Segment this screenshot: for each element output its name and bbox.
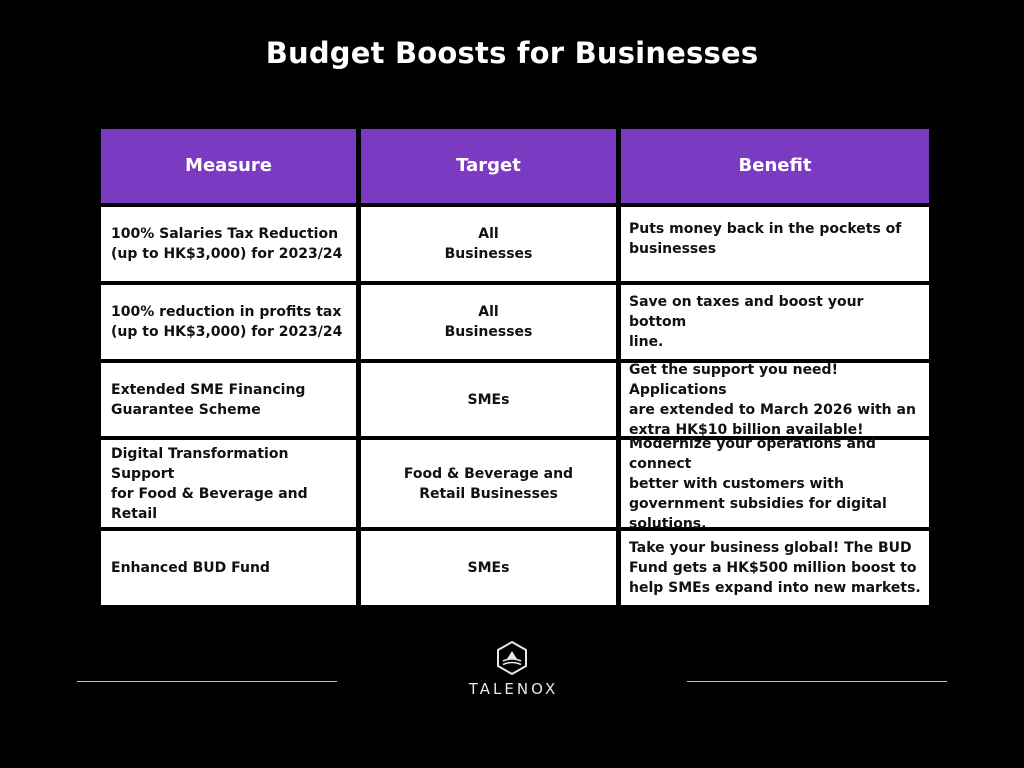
- brand-name: TALENOX: [468, 680, 559, 698]
- benefit-cell: [621, 363, 929, 436]
- measure-cell: [101, 363, 356, 436]
- measure-line: 100% Salaries Tax Reduction: [111, 226, 339, 242]
- measure-line: Extended SME Financing: [111, 381, 306, 398]
- budget-measures-table: [98, 126, 926, 601]
- talenox-logo-icon: [495, 640, 529, 676]
- target-line: Retail Businesses: [419, 485, 558, 502]
- target-line: Food & Beverage and: [403, 465, 574, 482]
- measure-line: Digital Transformation Support: [111, 445, 289, 482]
- benefit-cell: [621, 531, 929, 605]
- benefit-line: line.: [629, 334, 664, 350]
- measure-line: 100% reduction in profits tax: [111, 304, 342, 320]
- measure-line: for Food & Beverage and Retail: [111, 485, 308, 522]
- benefit-line: extra HK$10 billion available!: [629, 421, 864, 438]
- target-cell: [361, 363, 616, 436]
- page-title: Budget Boosts for Businesses: [265, 36, 759, 70]
- benefit-line: government subsidies for digital: [629, 495, 887, 512]
- measure-line: (up to HK$3,000) for 2023/24: [111, 246, 343, 262]
- target-line: Businesses: [444, 246, 533, 262]
- measure-line: Guarantee Scheme: [111, 401, 261, 418]
- benefit-line: Modernize your operations and connect: [629, 435, 876, 472]
- benefit-line: Take your business global! The BUD: [629, 540, 912, 556]
- target-cell: [361, 285, 616, 359]
- brand-logo: [462, 640, 562, 698]
- benefit-line: Fund gets a HK$500 million boost to: [629, 560, 917, 576]
- measure-cell: [101, 440, 356, 527]
- benefit-cell: [621, 207, 929, 281]
- benefit-line: Puts money back in the pockets of: [629, 221, 902, 237]
- target-line: All: [478, 226, 499, 242]
- header-measure: Measure: [101, 129, 356, 203]
- header-target: Target: [361, 129, 616, 203]
- benefit-line: help SMEs expand into new markets.: [629, 580, 921, 596]
- benefit-line: are extended to March 2026 with an: [629, 401, 916, 418]
- target-line: SMEs: [467, 391, 510, 408]
- benefit-line: Save on taxes and boost your bottom: [629, 294, 864, 330]
- benefit-cell: [621, 285, 929, 359]
- measure-cell: [101, 531, 356, 605]
- footer-divider-left: [77, 681, 337, 682]
- target-cell: [361, 440, 616, 527]
- target-cell: [361, 531, 616, 605]
- target-line: All: [478, 304, 499, 320]
- measure-cell: [101, 207, 356, 281]
- measure-cell: [101, 285, 356, 359]
- measure-line: Enhanced BUD Fund: [111, 560, 270, 576]
- benefit-cell: [621, 435, 929, 532]
- measure-line: (up to HK$3,000) for 2023/24: [111, 324, 343, 340]
- benefit-line: Get the support you need! Applications: [629, 361, 838, 398]
- benefit-line: better with customers with: [629, 475, 844, 492]
- footer-divider-right: [687, 681, 947, 682]
- benefit-line: solutions.: [629, 515, 707, 532]
- header-benefit: Benefit: [621, 129, 929, 203]
- target-line: SMEs: [467, 560, 510, 576]
- benefit-line: businesses: [629, 241, 717, 257]
- target-cell: [361, 207, 616, 281]
- target-line: Businesses: [444, 324, 533, 340]
